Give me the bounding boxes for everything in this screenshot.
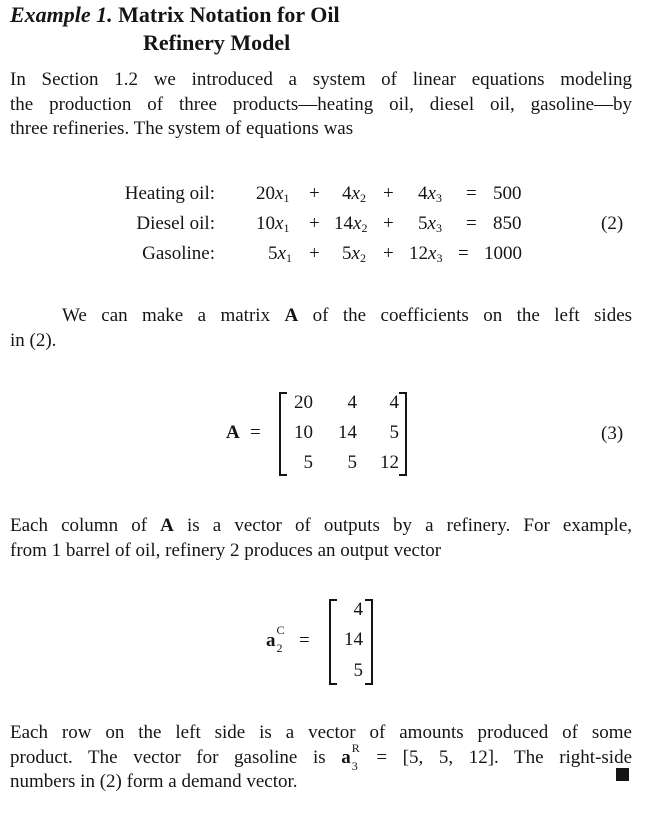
example-heading: [10, 2, 340, 28]
matrix-cell: 4: [389, 392, 399, 413]
end-of-example-square: [616, 768, 629, 781]
equation-label: Heating oil:: [124, 183, 215, 204]
example-title-line2: Refinery Model: [143, 30, 291, 55]
equation-rhs: 1000: [484, 243, 522, 264]
vector-symbol: a C 2: [266, 623, 285, 655]
plus-sign: +: [309, 213, 320, 234]
vector-entry: 4: [353, 599, 363, 620]
intro-paragraph: [10, 68, 632, 142]
row-paragraph: [10, 721, 632, 795]
equation-term: $10x_1$: [256, 213, 290, 235]
row-line-1: Each row on the left side is a vector of amounts produced of some: [10, 722, 632, 743]
matrix-intro-paragraph: [10, 304, 632, 353]
matrix-intro-line-1: We can make a matrix A of the coefficients on the left sides: [62, 305, 633, 326]
equals-sign: =: [250, 422, 261, 443]
equation-term: $14x_2$: [334, 213, 368, 235]
equals-sign: =: [458, 243, 469, 264]
column-line-2: from 1 barrel of oil, refinery 2 produces an output vector: [10, 539, 442, 561]
equals-sign: =: [466, 183, 477, 204]
matrix-cell: 14: [338, 422, 357, 443]
equation-term: $5x_2$: [342, 243, 366, 265]
equals-sign: =: [466, 213, 477, 234]
plus-sign: +: [383, 183, 394, 204]
matrix-cell: 10: [294, 422, 313, 443]
equation-rhs: 850: [493, 213, 522, 234]
plus-sign: +: [383, 243, 394, 264]
right-bracket: [399, 392, 407, 476]
matrix-a-symbol: A: [226, 422, 240, 443]
matrix-cell: 5: [347, 452, 357, 473]
intro-line-1: In Section 1.2 we introduced a system of linear equations modeling: [10, 69, 632, 90]
equation-label: Diesel oil:: [136, 213, 215, 234]
equation-number: (3): [601, 423, 624, 444]
equation-term: $20x_1$: [256, 183, 290, 205]
row-line-3: numbers in (2) form a demand vector.: [10, 771, 298, 792]
intro-line-2: the production of three products—heating oil, diesel oil, gasoline—by: [10, 93, 632, 115]
column-line-1: Each column of A is a vector of outputs by a refinery. For example,: [10, 515, 633, 536]
equals-sign: =: [299, 630, 310, 651]
vector-entry: 5: [353, 660, 363, 681]
example-title-line1: Matrix Notation for Oil: [118, 2, 340, 27]
equation-term: $4x_3$: [418, 183, 442, 205]
right-bracket: [365, 599, 373, 685]
matrix-cell: 12: [380, 452, 399, 473]
row-line-2: product. The vector for gasoline is a R 3 = [5, 5, 12]. The right-side: [10, 740, 633, 773]
equation-term: $5x_1$: [268, 243, 292, 265]
matrix-cell: 5: [389, 422, 399, 443]
equation-term: $12x_3$: [409, 243, 443, 265]
plus-sign: +: [309, 243, 320, 264]
vector-entry: 14: [344, 629, 363, 650]
equation-term: $4x_2$: [342, 183, 366, 205]
matrix-intro-line-2: in (2).: [10, 329, 57, 351]
plus-sign: +: [383, 213, 394, 234]
column-paragraph: [10, 514, 632, 563]
equation-rhs: 500: [493, 183, 522, 204]
matrix-cell: 5: [303, 452, 313, 473]
plus-sign: +: [309, 183, 320, 204]
matrix-cell: 20: [294, 392, 313, 413]
equation-term: $5x_3$: [418, 213, 442, 235]
equation-label: Gasoline:: [142, 243, 215, 264]
equation-number: (2): [601, 213, 624, 234]
example-label: Example 1.: [10, 2, 113, 27]
intro-line-3: three refineries. The system of equations was: [10, 118, 354, 139]
matrix-cell: 4: [347, 392, 357, 413]
